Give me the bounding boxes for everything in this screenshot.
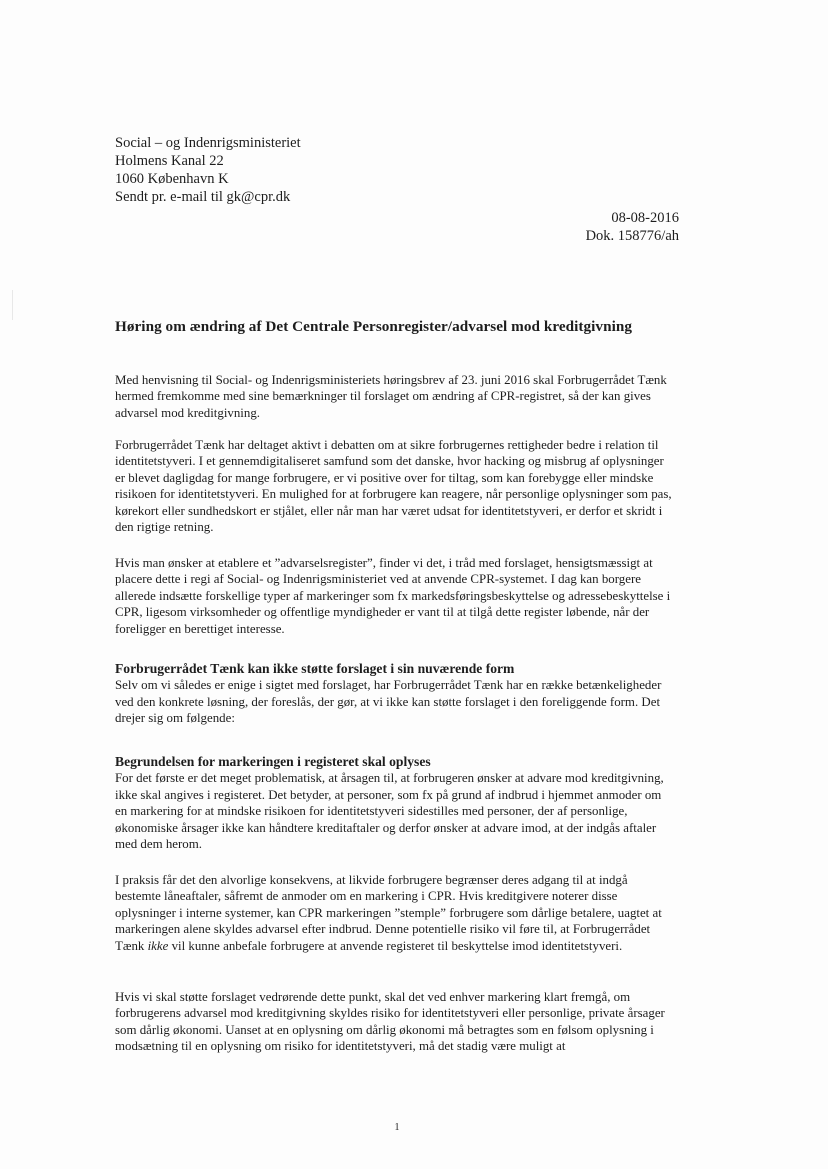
paragraph-text: Forbrugerrådet Tænk har deltaget aktivt i debatten om at sikre forbrugernes rettigheder bedre i relation til identitetstyveri. I et gennemdigitaliseret samfund som det danske, hvor hacking og misbrug af oplysninger er blevet dagligdag for mange forbrugere, er vi positive over for tiltag, som kan forebygge eller mindske risikoen for identitetstyveri. En mulighed for at forbrugere kan reagere, når personlige oplysninger som pas, kørekort eller sundhedskort er stjålet, eller når man har været udsat for identitetstyveri, er derfor et skridt i den rigtige retning. (115, 438, 672, 535)
section-heading: Forbrugerrådet Tænk kan ikke støtte forslaget i sin nuværende form (115, 661, 515, 676)
letter-title: Høring om ændring af Det Centrale Personregister/advarsel mod kreditgivning (115, 318, 632, 335)
recipient-line-3: 1060 København K (115, 171, 229, 187)
recipient-line-1: Social – og Indenrigsministeriet (115, 135, 301, 151)
recipient-line-4: Sendt pr. e-mail til gk@cpr.dk (115, 189, 291, 205)
section-text: For det første er det meget problematisk, at årsagen til, at forbrugeren ønsker at advare mod kreditgivning, ikke skal angives i registeret. Det betyder, at personer, som fx på grund af indbrud i hjemmet anmoder om en markering for at mindske risikoen for identitetstyveri sidestilles med personer, der af personlige, økonomiske årsager ikke kan håndtere kreditaftaler og derfor ønsker at advare imod, at der indgås aftaler med dem herom. (115, 771, 664, 852)
paragraph-identity-theft (115, 437, 675, 535)
document-reference: Dok. 158776/ah (585, 228, 679, 244)
page-number: 1 (394, 1122, 400, 1133)
paragraph-text: Hvis vi skal støtte forslaget vedrørende dette punkt, skal det ved enhver markering klart fremgå, om forbrugerens advarsel mod kreditgivning skyldes risiko for identitetstyveri eller personlige, private årsager som dårlig økonomi. Uanset at en oplysning om dårlig økonomi må betragtes som en følsom oplysning i modsætning til en oplysning om risiko for identitetstyveri, må det stadig være muligt at (115, 990, 665, 1054)
section-cannot-support (115, 661, 675, 727)
paragraph-text (115, 872, 675, 954)
paragraph-text: Hvis man ønsker at etablere et ”advarselsregister”, finder vi det, i tråd med forslaget, hensigtsmæssigt at placere dette i regi af Social- og Indenrigsministeriet ved at anvende CPR-systemet. I dag kan borgere allerede indsætte forskellige typer af markeringer som fx markedsføringsbeskyttelse og adressebeskyttelse i CPR, ligesom virksomheder og offentlige myndigheder er vant til at tilgå dette register løbende, når der foreligger en berettiget interesse. (115, 556, 671, 636)
letter-date: 08-08-2016 (611, 210, 679, 226)
paragraph-register (115, 555, 675, 637)
paragraph-intro (115, 372, 675, 421)
scan-artifact (12, 290, 13, 320)
section-heading: Begrundelsen for markeringen i registeret skal oplyses (115, 754, 431, 769)
text-run: vil kunne anbefale forbrugere at anvende registeret til beskyttelse imod identitetstyveri. (168, 938, 623, 953)
text-run: I praksis får det den alvorlige konsekvens, at likvide forbrugere begrænser deres adgang til at indgå bestemte låneaftaler, såfremt de anmoder om en markering i CPR. Hvis kreditgivere noterer disse oplysninger i interne systemer, kan CPR markeringen ”stemple” forbrugere som dårlige betalere, uagtet at markeringen alene skyldes advarsel efter indbrud. Denne potentielle risiko vil føre til, at Forbrugerrådet Tænk (115, 873, 662, 953)
paragraph-consequence (115, 872, 675, 954)
emphasis-text: ikke (147, 938, 169, 953)
date-reference-block (586, 209, 679, 245)
section-reason-disclosure (115, 754, 675, 852)
section-text: Selv om vi således er enige i sigtet med forslaget, har Forbrugerrådet Tænk har en række betænkeligheder ved den konkrete løsning, der foreslås, der gør, at vi ikke kan støtte forslaget i den foreliggende form. Det drejer sig om følgende: (115, 678, 662, 726)
paragraph-text: Med henvisning til Social- og Indenrigsministeriets høringsbrev af 23. juni 2016 skal Forbrugerrådet Tænk hermed fremkomme med sine bemærkninger til forslaget om ændring af CPR-registret, så der kan gives advarsel mod kreditgivning. (115, 373, 667, 420)
recipient-line-2: Holmens Kanal 22 (115, 153, 224, 169)
recipient-address (115, 134, 301, 206)
paragraph-requirement (115, 989, 675, 1055)
